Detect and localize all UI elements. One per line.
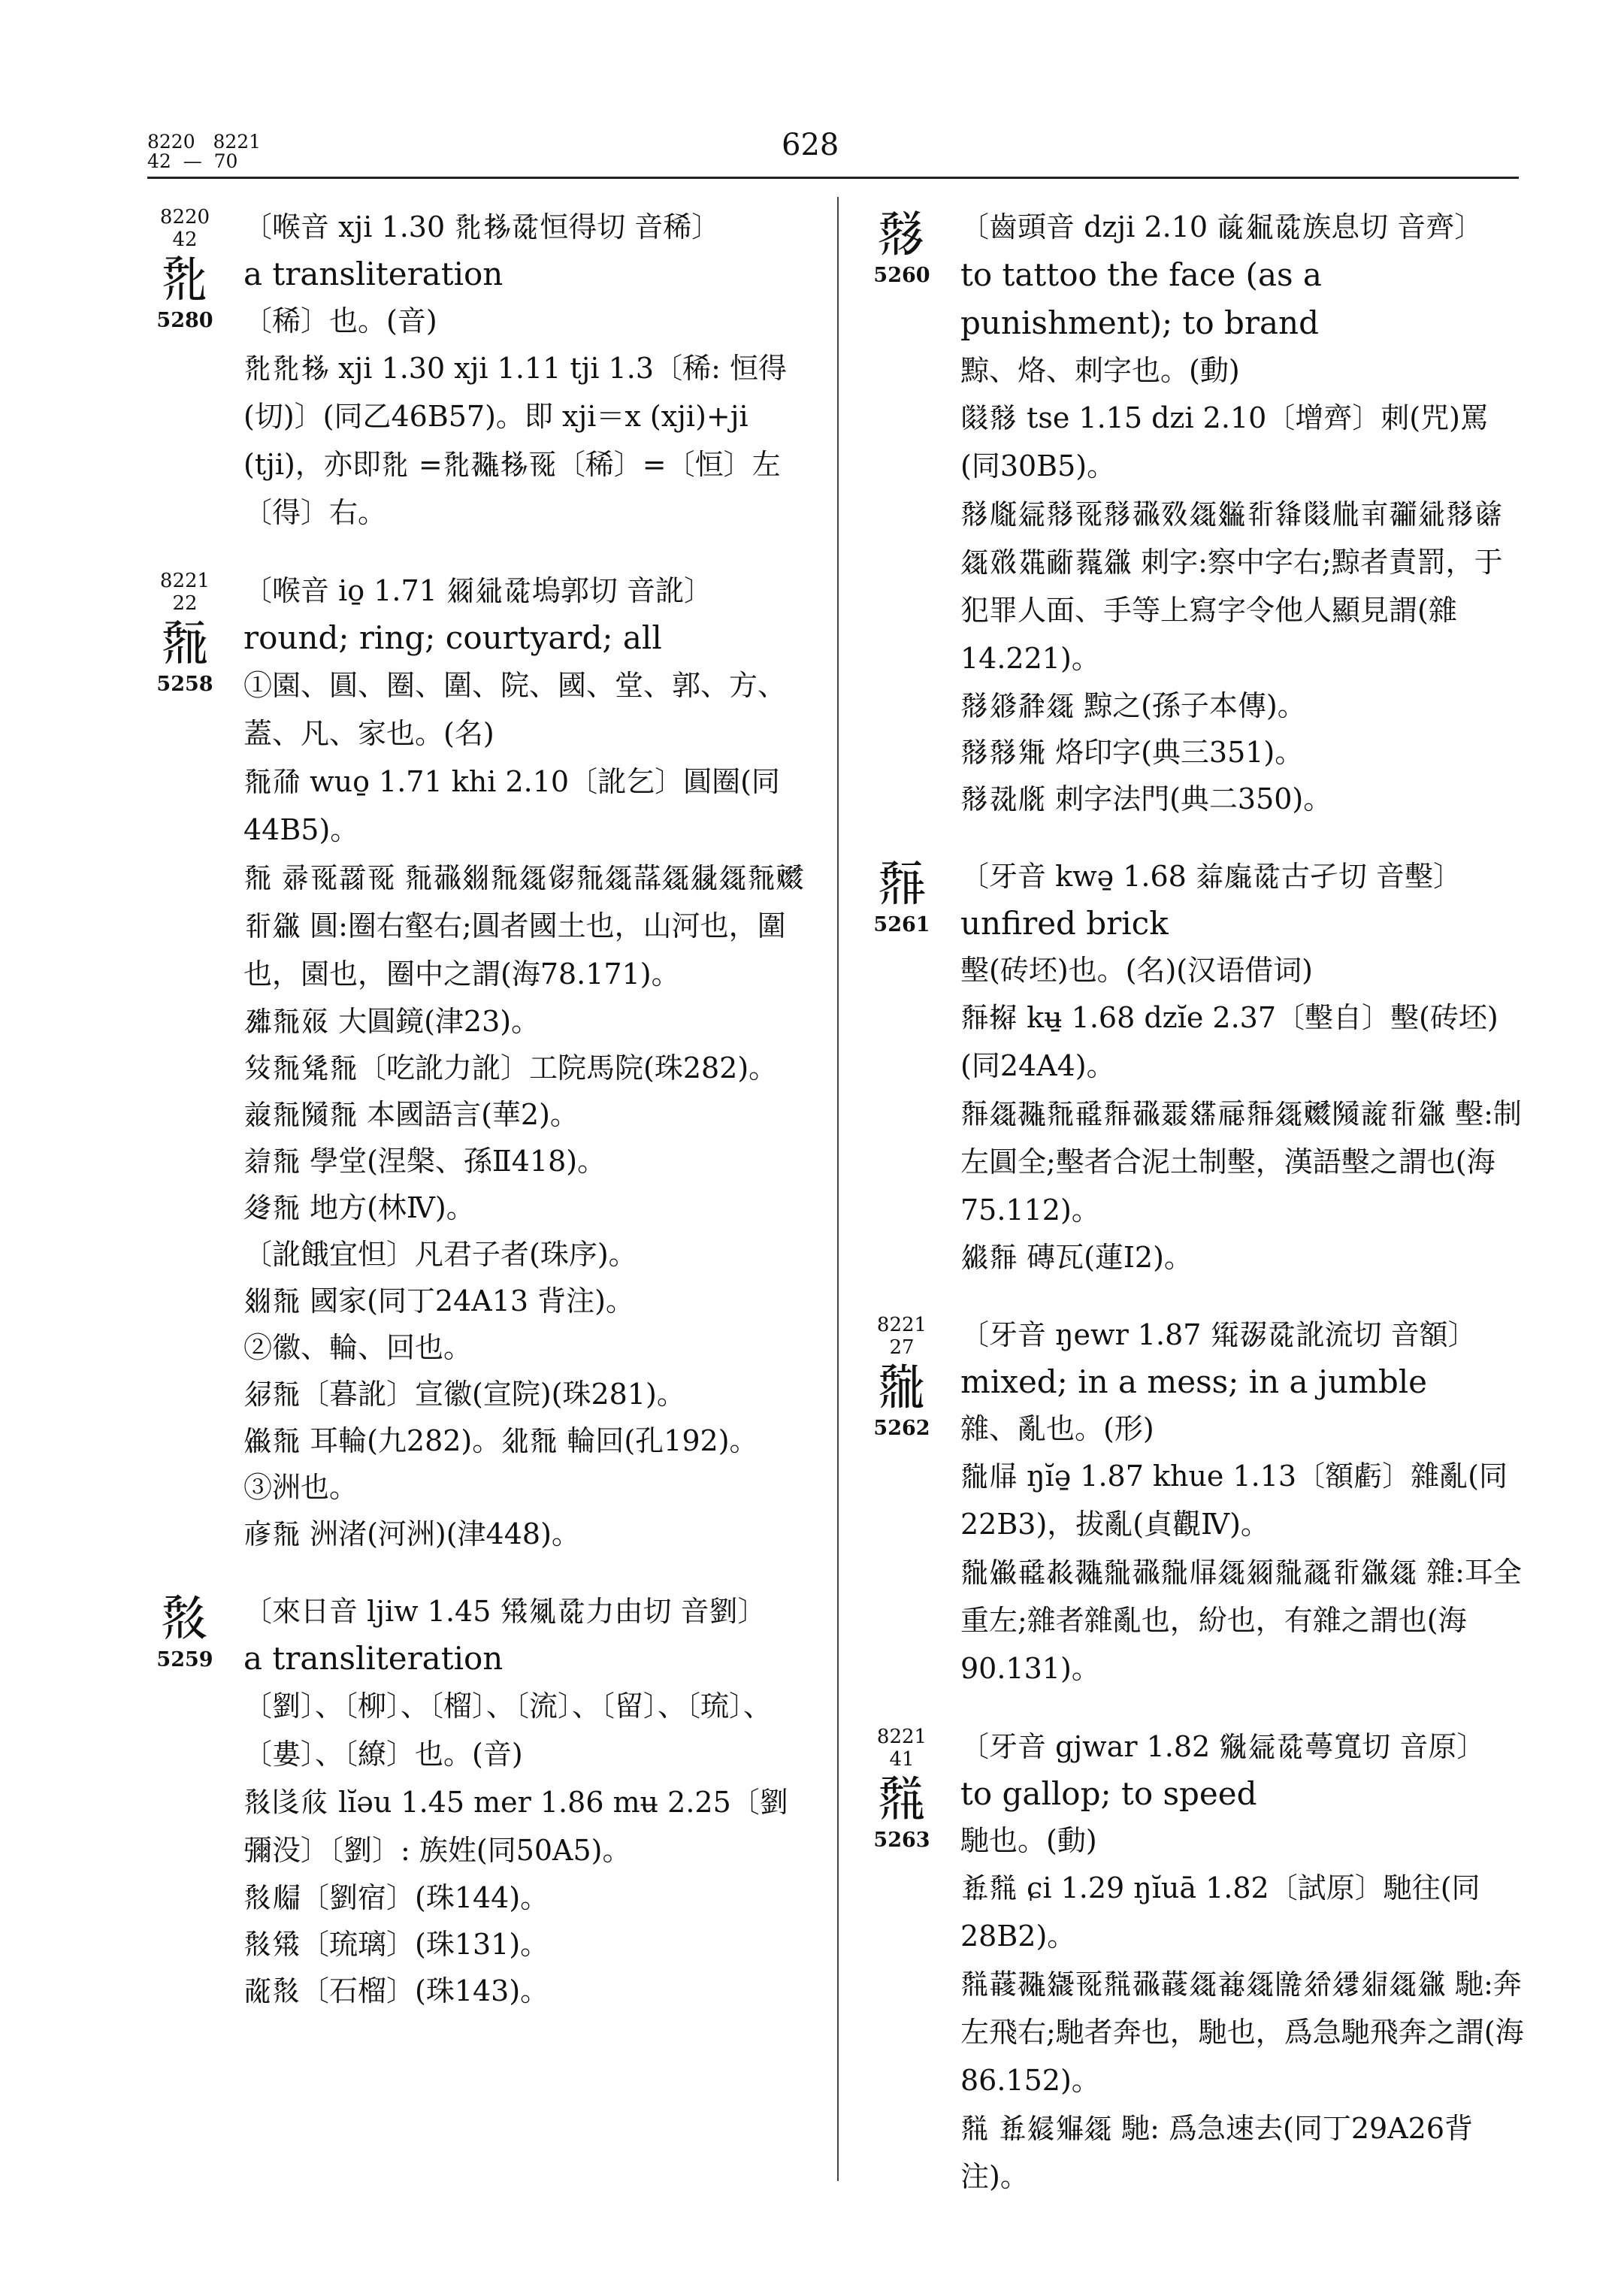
entry-line: 𗑿𘜓 學堂(涅槃、孫Ⅱ418)。: [243, 1145, 606, 1178]
entry-line: 〔牙音 ŋewr 1.87 𗋕𗖉𗱕訛流切 音額〕: [960, 1318, 1477, 1351]
entry-line: 〔齒頭音 dzji 2.10 𗑉𗥑𗱕族息切 音齊〕: [960, 210, 1483, 244]
entry-line: 𗓑𘜓𗂧𘜓 本國語言(華2)。: [243, 1098, 579, 1131]
entry-number: 5260: [873, 264, 930, 287]
entry-line: 𘜘𗞞𗖵𗿼𗀔𘜘𗖻𗞞𗧯𗓈𗧯𗃉𗣷𗧖𗤋𗧯𗫡 馳:奔左飛右;馳者奔也，馳也，爲急馳飛奔之謂(海86.152)。: [960, 1968, 1524, 2097]
entry-line: 𗾞𘜓 國家(同丁24A13 背注)。: [243, 1284, 634, 1317]
entry-number: 5258: [156, 673, 213, 696]
entry-line: 〔來日音 ljiw 1.45 𗋽𗏇𗱕力由切 音劉〕: [243, 1595, 767, 1628]
entry-line: 𗉮𘜓𗡞 大圓鏡(津23)。: [243, 1005, 540, 1038]
entry-number: 5263: [873, 1829, 930, 1852]
right-column: [864, 203, 1526, 2231]
entry-line: 𘜔𗁅𗎽 lĭəu 1.45 mer 1.86 mʉ 2.25〔劉彌没〕〔劉〕: 族姓(同50A5)。: [243, 1786, 788, 1867]
entry-line: 𘜖𗈷 kʉ̱ 1.68 dzĭe 2.37〔墼自〕墼(砖坯)(同24A4)。: [960, 1001, 1498, 1082]
entry-line: ①園、圓、圈、圍、院、國、堂、郭、方、蓋、凡、家也。(名): [243, 669, 787, 750]
entry-line: 𘜕𗤁𗴂𗧯 黥之(孫子本傳)。: [960, 689, 1306, 722]
entry-subcode: 41: [889, 1748, 915, 1771]
dictionary-entry: [864, 1723, 1526, 2201]
entry-subcode: 27: [889, 1336, 915, 1359]
entry-margin: [147, 570, 222, 697]
entry-line: 𗇋𘜓 洲渚(河洲)(津448)。: [243, 1517, 580, 1550]
entry-line: 〔牙音 kwə̱ 1.68 𗑟𗐧𗱕古孑切 音墼〕: [960, 860, 1462, 893]
headword-glyph: 𘜕: [877, 205, 927, 263]
entry-line: 〔喉音 xji 1.30 𘜒𗈪𗱕恒得切 音稀〕: [243, 210, 721, 244]
header-code-range: 8220 8221: [147, 131, 262, 153]
headword-glyph: 𘜖: [877, 855, 927, 912]
entry-line: 𘜖𗧯𗖵𘜓𗸋𘜖𗖻𗵊𗿒𗄊𘜖𗧯𗡝𗂧𗓰𗘊𗫡 墼:制左圓全;墼者合泥土制墼，漢語墼之謂也(海75.112)。: [960, 1097, 1522, 1227]
english-gloss: mixed; in a mess; in a jumble: [960, 1363, 1427, 1400]
entry-code: 8221: [876, 1726, 927, 1748]
english-gloss: a transliteration: [243, 1640, 504, 1677]
entry-code: 8221: [159, 570, 210, 592]
entry-margin: [864, 206, 939, 289]
english-gloss: round; ring; courtyard; all: [243, 619, 662, 656]
headword-glyph: 𘜗: [877, 1358, 927, 1416]
dictionary-entry: [864, 852, 1526, 1281]
entry-line: 𘜗𗅁 ŋĭə̱ 1.87 khue 1.13〔額虧〕雜亂(同22B3)，拔亂(貞觀Ⅳ)。: [960, 1460, 1508, 1541]
dictionary-entry: [147, 1587, 809, 2014]
left-column: [147, 203, 809, 2044]
entry-line: 墼(砖坯)也。(名)(汉语借词): [960, 954, 1313, 987]
entry-line: 𘜒𘜒𗈪 xji 1.30 xji 1.11 tji 1.3〔稀: 恒得(切)〕(同乙46B57)。即 xji＝x (xji)+ji (tji)，亦即𘜒 =𘜒𗖵𗈪𗀔〔稀〕=〔恒〕左〔得〕右。: [243, 352, 787, 529]
entry-line: ③洲也。: [243, 1471, 358, 1504]
headword-glyph: 𘜔: [160, 1590, 210, 1647]
english-gloss: a transliteration: [243, 256, 504, 292]
entry-line: 𗫶𘜓 地方(林Ⅳ)。: [243, 1191, 475, 1224]
dictionary-entry: [147, 567, 809, 1557]
entry-line: 𗰞𘜔〔石榴〕(珠143)。: [243, 1974, 549, 2007]
entry-number: 5262: [873, 1417, 930, 1440]
entry-margin: [147, 1590, 222, 1673]
entry-line: 𗧛𘜖 磚瓦(蓮Ⅰ2)。: [960, 1241, 1193, 1274]
entry-margin: [864, 855, 939, 938]
dictionary-entry: [864, 1311, 1526, 1693]
entry-line: 𗊏𘜓𗊓𘜓〔吃訛力訛〕工院馬院(珠282)。: [243, 1051, 778, 1085]
entry-line: 𗏹𘜓 耳輪(九282)。𗢭𘜓 輪回(孔192)。: [243, 1424, 758, 1457]
entry-number: 5261: [873, 913, 930, 936]
entry-margin: [147, 206, 222, 334]
page-number: 628: [782, 128, 839, 162]
entry-line: 𘜘 𗇜𗧠𗋅𗧯 馳: 爲急速去(同丁29A26背注)。: [960, 2112, 1474, 2193]
headword-glyph: 𘜒: [160, 250, 210, 308]
entry-margin: [864, 1314, 939, 1442]
entry-line: 〔稀〕也。(音): [243, 304, 437, 337]
entry-line: 𘜔𗆝〔劉宿〕(珠144)。: [243, 1881, 549, 1914]
entry-code: 8220: [159, 206, 210, 228]
header-section-codes: [147, 132, 261, 171]
entry-line: 𘜕𘜕𗊿 烙印字(典三351)。: [960, 736, 1304, 769]
entry-line: 𘜔𗋽〔琉璃〕(珠131)。: [243, 1928, 549, 1961]
entry-line: 黥、烙、刺字也。(動): [960, 354, 1240, 387]
entry-line: 馳也。(動): [960, 1824, 1097, 1857]
entry-line: 𘜓𗗙 wuo̱ 1.71 khi 2.10〔訛乞〕圓圈(同44B5)。: [243, 765, 780, 846]
entry-number: 5280: [156, 309, 213, 332]
entry-line: 𘜕𗆟𗦇𘜕𗀔𘜕𗖻𗸦𗧯𗿳𗘊𗌭𗂸𗄻𗇊𗗋𗣼𘜕𗓘𗧯𗡨𗶷𗠁𗜐𗫡 刺字:察中字右;黥者責罰，于犯罪人面、手等上寫字令他人顯見謂(雜14.221)。: [960, 498, 1504, 675]
english-gloss: unfired brick: [960, 905, 1169, 942]
entry-subcode: 42: [172, 228, 198, 251]
entry-line: 𘜗𗏹𗸋𗳒𗖵𘜗𗖻𘜗𗅁𗧯𗥃𘜗𗹙𗘊𗫡𗧯 雜:耳全重左;雜者雜亂也，紛也，有雜之謂也(海90.131)。: [960, 1556, 1522, 1685]
english-gloss: to gallop; to speed: [960, 1775, 1257, 1812]
entry-margin: [864, 1726, 939, 1853]
english-gloss: to tattoo the face (as a punishment); to brand: [960, 256, 1322, 341]
entry-line: 𗣃𘜓〔暮訛〕宣徽(宣院)(珠281)。: [243, 1378, 685, 1411]
headword-glyph: 𘜘: [877, 1770, 927, 1828]
entry-line: 𘜓 𗈁𗀔𗵆𗀔 𘜓𗖻𗾞𘜓𗧯𗃮𘜓𗧯𗛡𗧯𗼑𗧯𘜓𗡝𗘊𗫡 圓:圈右壑右;圓者國土也，山河也，圍也，園也，圈中之謂(海78.171)。: [243, 861, 805, 991]
entry-line: ②徽、輪、回也。: [243, 1331, 473, 1364]
column-divider: [837, 197, 839, 2181]
headword-glyph: 𘜓: [160, 614, 210, 672]
entry-subcode: 22: [172, 592, 198, 615]
entry-line: 〔喉音 io̱ 1.71 𗥃𗣼𗱕塢郭切 音訛〕: [243, 574, 712, 607]
entry-line: 𘜕𗖍𗅋 刺字法門(典二350)。: [960, 782, 1332, 815]
entry-code: 8221: [876, 1314, 927, 1336]
entry-number: 5259: [156, 1648, 213, 1671]
header-sub-range: 42 — 70: [147, 150, 238, 172]
entry-line: 〔劉〕、〔柳〕、〔榴〕、〔流〕、〔留〕、〔琉〕、〔婁〕、〔繚〕也。(音): [243, 1690, 773, 1771]
entry-line: 𗇜𘜘 ɕi 1.29 ŋĭuā 1.82〔試原〕馳往(同28B2)。: [960, 1871, 1480, 1953]
entry-line: 雜、亂也。(形): [960, 1412, 1154, 1445]
dictionary-entry: [147, 203, 809, 537]
entry-line: 𗂸𘜕 tse 1.15 dzi 2.10〔增齊〕刺(咒)罵(同30B5)。: [960, 401, 1489, 483]
dictionary-entry: [864, 203, 1526, 822]
entry-line: 〔訛餓宜怛〕凡君子者(珠序)。: [243, 1238, 637, 1271]
header-rule: [147, 177, 1519, 179]
entry-line: 〔牙音 gjwar 1.82 𗋡𗦇𗱕蕚寬切 音原〕: [960, 1730, 1486, 1763]
